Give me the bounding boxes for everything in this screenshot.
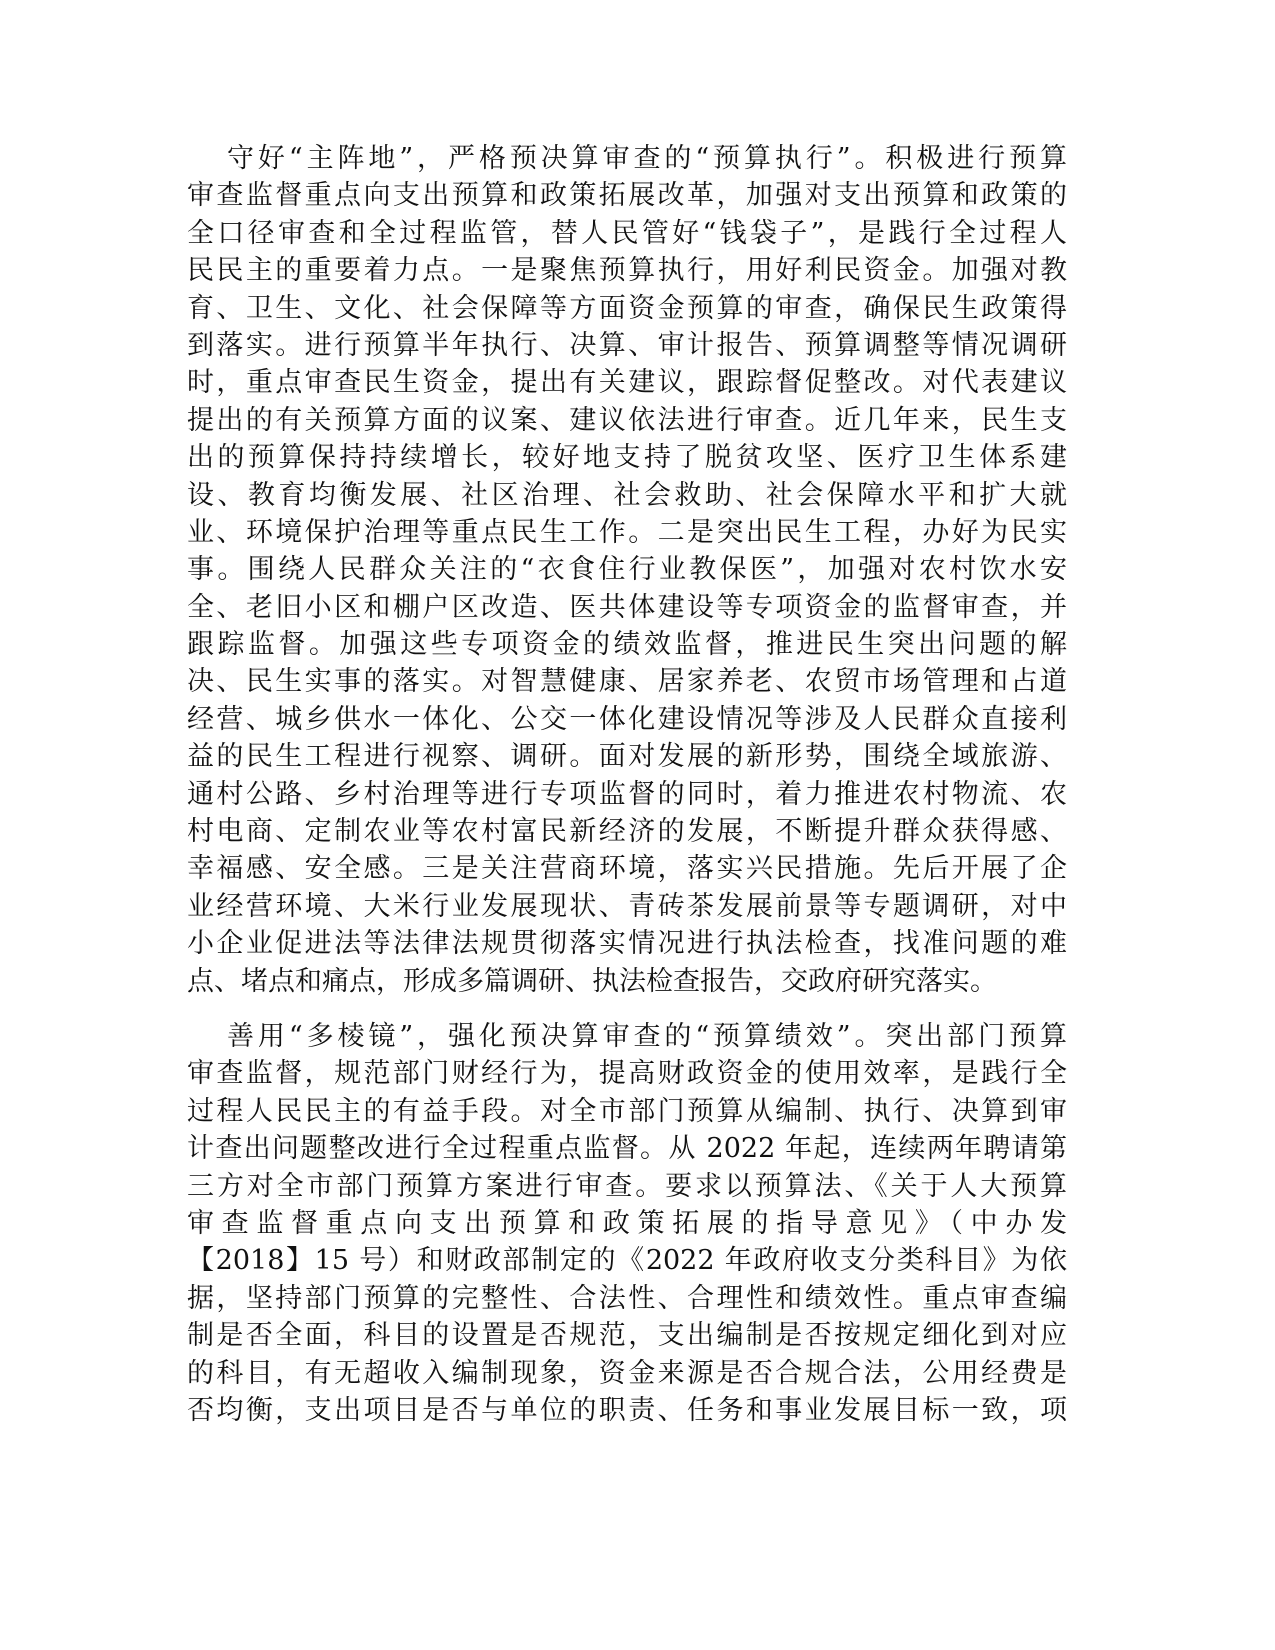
paragraph-budget-execution [187,140,1067,1000]
text-line: 全口径审查和全过程监管，替人民管好“钱袋子”，是践行全过程人 [187,217,1067,249]
text-line: 善用“多棱镜”，强化预决算审查的“预算绩效”。突出部门预算 [227,1020,1067,1052]
text-line: 制是否全面，科目的设置是否规范，支出编制是否按规定细化到对应 [187,1320,1067,1352]
text-line: 经营、城乡供水一体化、公交一体化建设情况等涉及人民群众直接利 [187,703,1067,735]
text-line: 审查监督，规范部门财经行为，提高财政资金的使用效率，是践行全 [187,1058,1067,1090]
text-line: 民民主的重要着力点。一是聚焦预算执行，用好利民资金。加强对教 [187,255,1067,287]
text-line: 时，重点审查民生资金，提出有关建议，跟踪督促整改。对代表建议 [187,367,1067,399]
text-line: 审查监督重点向支出预算和政策拓展的指导意见》（中办发 [187,1207,1067,1239]
text-line: 据，坚持部门预算的完整性、合法性、合理性和绩效性。重点审查编 [187,1282,1067,1314]
text-line: 提出的有关预算方面的议案、建议依法进行审查。近几年来，民生支 [187,404,1067,436]
text-line: 幸福感、安全感。三是关注营商环境，落实兴民措施。先后开展了企 [187,853,1067,885]
text-line: 业经营环境、大米行业发展现状、青砖茶发展前景等专题调研，对中 [187,890,1067,922]
text-line: 益的民生工程进行视察、调研。面对发展的新形势，围绕全域旅游、 [187,741,1067,773]
text-line: 的科目，有无超收入编制现象，资金来源是否合规合法，公用经费是 [187,1357,1067,1389]
text-line: 决、民生实事的落实。对智慧健康、居家养老、农贸市场管理和占道 [187,666,1067,698]
text-line: 出的预算保持持续增长，较好地支持了脱贫攻坚、医疗卫生体系建 [187,442,1067,474]
text-line: 过程人民民主的有益手段。对全市部门预算从编制、执行、决算到审 [187,1095,1067,1127]
text-line: 设、教育均衡发展、社区治理、社会救助、社会保障水平和扩大就 [187,479,1067,511]
text-line: 【2018】15 号）和财政部制定的《2022 年政府收支分类科目》为依 [187,1245,1067,1277]
text-line: 计查出问题整改进行全过程重点监督。从 2022 年起，连续两年聘请第 [187,1133,1067,1165]
text-line: 点、堵点和痛点，形成多篇调研、执法检查报告，交政府研究落实。 [187,965,997,997]
text-line: 三方对全市部门预算方案进行审查。要求以预算法、《关于人大预算 [187,1170,1067,1202]
text-line: 事。围绕人民群众关注的“衣食住行业教保医”，加强对农村饮水安 [187,554,1067,586]
paragraph-budget-performance [187,1018,1067,1429]
text-line: 村电商、定制农业等农村富民新经济的发展，不断提升群众获得感、 [187,816,1067,848]
text-line: 到落实。进行预算半年执行、决算、审计报告、预算调整等情况调研 [187,329,1067,361]
text-line: 审查监督重点向支出预算和政策拓展改革，加强对支出预算和政策的 [187,180,1067,212]
text-line: 小企业促进法等法律法规贯彻落实情况进行执法检查，找准问题的难 [187,928,1067,960]
text-line: 守好“主阵地”，严格预决算审查的“预算执行”。积极进行预算 [227,143,1067,174]
text-line: 全、老旧小区和棚户区改造、医共体建设等专项资金的监督审查，并 [187,591,1067,623]
paragraph-spacer [187,1000,1067,1018]
text-line: 业、环境保护治理等重点民生工作。二是突出民生工程，办好为民实 [187,516,1067,548]
text-line: 通村公路、乡村治理等进行专项监督的同时，着力推进农村物流、农 [187,778,1067,810]
document-page [187,140,1067,1429]
text-line: 否均衡，支出项目是否与单位的职责、任务和事业发展目标一致，项 [187,1394,1067,1426]
text-line: 育、卫生、文化、社会保障等方面资金预算的审查，确保民生政策得 [187,292,1067,324]
text-line: 跟踪监督。加强这些专项资金的绩效监督，推进民生突出问题的解 [187,629,1067,661]
